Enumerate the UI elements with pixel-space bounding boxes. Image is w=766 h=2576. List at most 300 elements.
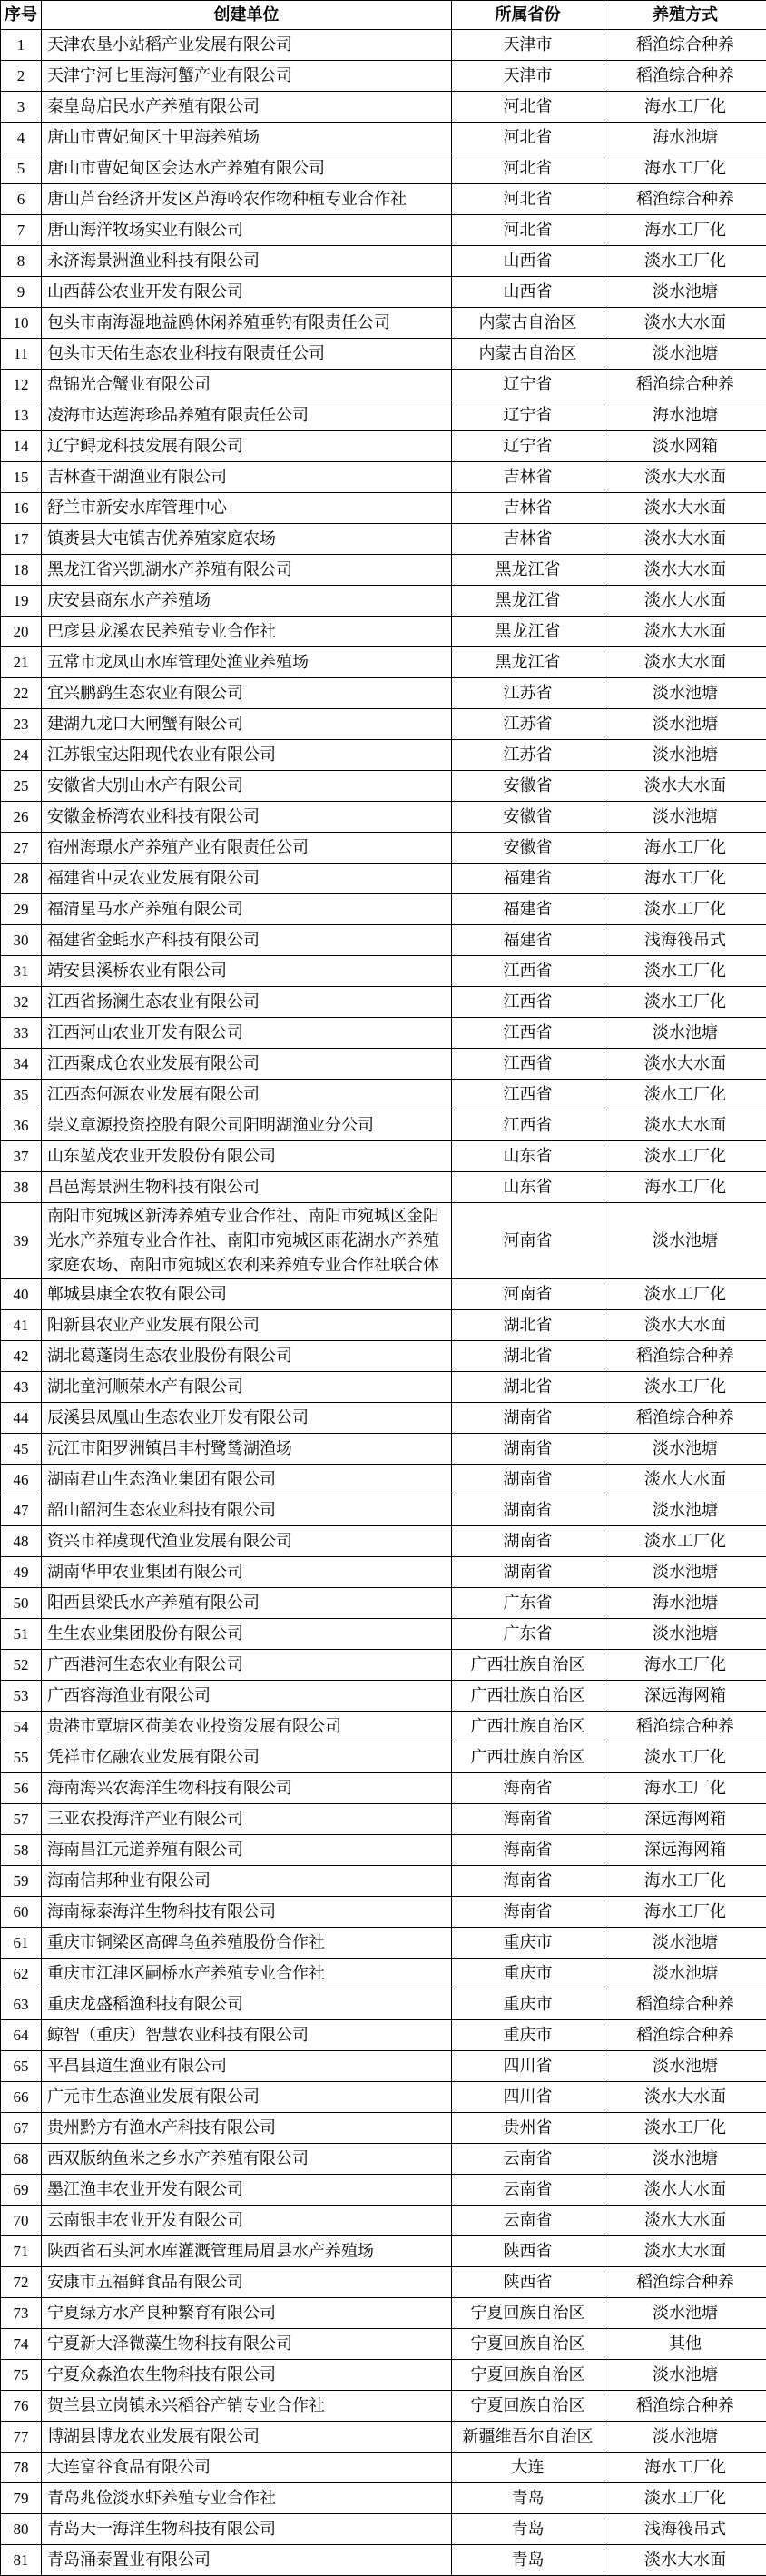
cell-province: 江西省 — [452, 956, 604, 987]
cell-province: 江西省 — [452, 1110, 604, 1141]
cell-province: 河北省 — [452, 92, 604, 123]
cell-method: 稻渔综合种养 — [604, 30, 766, 61]
cell-index: 8 — [1, 246, 42, 277]
cell-index: 2 — [1, 61, 42, 92]
cell-method: 淡水池塘 — [604, 277, 766, 308]
cell-unit: 五常市龙凤山水库管理处渔业养殖场 — [42, 647, 452, 678]
cell-index: 36 — [1, 1110, 42, 1141]
cell-index: 49 — [1, 1557, 42, 1588]
cell-unit: 郸城县康全农牧有限公司 — [42, 1279, 452, 1310]
cell-index: 45 — [1, 1434, 42, 1465]
table-row — [1, 1279, 766, 1310]
table-row — [1, 1650, 766, 1681]
cell-unit: 江苏银宝达阳现代农业有限公司 — [42, 740, 452, 771]
cell-index: 12 — [1, 370, 42, 400]
cell-province: 内蒙古自治区 — [452, 308, 604, 339]
table-row — [1, 864, 766, 894]
cell-unit: 贵港市覃塘区荷美农业投资发展有限公司 — [42, 1712, 452, 1742]
cell-index: 81 — [1, 2545, 42, 2576]
cell-province: 湖南省 — [452, 1495, 604, 1526]
table-row — [1, 1866, 766, 1897]
cell-method: 稻渔综合种养 — [604, 370, 766, 400]
cell-method: 淡水工厂化 — [604, 1141, 766, 1172]
cell-index: 28 — [1, 864, 42, 894]
table-row — [1, 1959, 766, 1989]
cell-unit: 建湖九龙口大闸蟹有限公司 — [42, 709, 452, 740]
cell-index: 32 — [1, 987, 42, 1018]
cell-unit: 湖北葛蓬岗生态农业股份有限公司 — [42, 1341, 452, 1372]
cell-method: 淡水工厂化 — [604, 1279, 766, 1310]
table-row — [1, 1773, 766, 1804]
cell-unit: 福建省金蚝水产科技有限公司 — [42, 925, 452, 956]
cell-index: 77 — [1, 2422, 42, 2453]
cell-unit: 安徽金桥湾农业科技有限公司 — [42, 802, 452, 833]
cell-province: 重庆市 — [452, 2020, 604, 2051]
cell-province: 宁夏回族自治区 — [452, 2329, 604, 2360]
cell-province: 河南省 — [452, 1203, 604, 1279]
table-row — [1, 1742, 766, 1773]
cell-unit: 庆安县商东水产养殖场 — [42, 586, 452, 617]
table-row — [1, 2051, 766, 2082]
cell-index: 13 — [1, 400, 42, 431]
cell-province: 海南省 — [452, 1897, 604, 1928]
table-row — [1, 1310, 766, 1341]
cell-unit: 宁夏众淼渔农生物科技有限公司 — [42, 2360, 452, 2391]
table-row — [1, 1403, 766, 1434]
cell-province: 贵州省 — [452, 2113, 604, 2144]
table-row — [1, 1619, 766, 1650]
cell-unit: 青岛涌泰置业有限公司 — [42, 2545, 452, 2576]
cell-index: 40 — [1, 1279, 42, 1310]
cell-method: 淡水池塘 — [604, 1619, 766, 1650]
table-row — [1, 2329, 766, 2360]
cell-method: 淡水池塘 — [604, 2360, 766, 2391]
cell-province: 福建省 — [452, 894, 604, 925]
cell-method: 淡水大水面 — [604, 586, 766, 617]
cell-province: 山东省 — [452, 1141, 604, 1172]
cell-unit: 资兴市祥虞现代渔业发展有限公司 — [42, 1526, 452, 1557]
cell-unit: 大连富谷食品有限公司 — [42, 2453, 452, 2483]
cell-method: 淡水池塘 — [604, 709, 766, 740]
cell-province: 河北省 — [452, 215, 604, 246]
cell-unit: 阳新县农业产业发展有限公司 — [42, 1310, 452, 1341]
table-row — [1, 1372, 766, 1403]
table-row — [1, 617, 766, 647]
cell-method: 淡水池塘 — [604, 2051, 766, 2082]
cell-province: 青岛 — [452, 2514, 604, 2545]
table-row — [1, 1141, 766, 1172]
cell-province: 江苏省 — [452, 709, 604, 740]
table-row — [1, 1681, 766, 1712]
cell-method: 浅海筏吊式 — [604, 925, 766, 956]
cell-index: 6 — [1, 184, 42, 215]
cell-province: 广西壮族自治区 — [452, 1650, 604, 1681]
cell-index: 26 — [1, 802, 42, 833]
cell-province: 湖北省 — [452, 1372, 604, 1403]
cell-province: 河南省 — [452, 1279, 604, 1310]
cell-index: 38 — [1, 1172, 42, 1203]
cell-province: 海南省 — [452, 1804, 604, 1835]
cell-province: 安徽省 — [452, 802, 604, 833]
cell-index: 34 — [1, 1049, 42, 1080]
cell-index: 30 — [1, 925, 42, 956]
cell-method: 淡水大水面 — [604, 555, 766, 586]
cell-index: 66 — [1, 2082, 42, 2113]
cell-index: 3 — [1, 92, 42, 123]
cell-method: 海水工厂化 — [604, 864, 766, 894]
table-row — [1, 1049, 766, 1080]
cell-province: 云南省 — [452, 2175, 604, 2206]
cell-index: 31 — [1, 956, 42, 987]
cell-unit: 湖南华甲农业集团有限公司 — [42, 1557, 452, 1588]
cell-index: 64 — [1, 2020, 42, 2051]
cell-province: 青岛 — [452, 2545, 604, 2576]
cell-unit: 广元市生态渔业发展有限公司 — [42, 2082, 452, 2113]
cell-method: 淡水池塘 — [604, 339, 766, 370]
cell-method: 海水工厂化 — [604, 153, 766, 184]
table-row — [1, 370, 766, 400]
cell-province: 黑龙江省 — [452, 555, 604, 586]
cell-method: 淡水池塘 — [604, 1434, 766, 1465]
cell-method: 淡水池塘 — [604, 1203, 766, 1279]
cell-unit: 重庆市江津区嗣桥水产养殖专业合作社 — [42, 1959, 452, 1989]
table-row — [1, 956, 766, 987]
cell-unit: 安徽省大别山水产有限公司 — [42, 771, 452, 802]
cell-province: 山西省 — [452, 277, 604, 308]
cell-index: 71 — [1, 2236, 42, 2267]
cell-method: 淡水大水面 — [604, 1110, 766, 1141]
cell-index: 11 — [1, 339, 42, 370]
cell-unit: 天津宁河七里海河蟹产业有限公司 — [42, 61, 452, 92]
table-row — [1, 123, 766, 153]
cell-index: 16 — [1, 493, 42, 524]
cell-index: 9 — [1, 277, 42, 308]
cell-unit: 山东堃茂农业开发股份有限公司 — [42, 1141, 452, 1172]
cell-unit: 靖安县溪桥农业有限公司 — [42, 956, 452, 987]
cell-province: 湖北省 — [452, 1341, 604, 1372]
cell-province: 重庆市 — [452, 1989, 604, 2020]
cell-province: 黑龙江省 — [452, 647, 604, 678]
cell-unit: 天津农垦小站稻产业发展有限公司 — [42, 30, 452, 61]
cell-province: 广西壮族自治区 — [452, 1681, 604, 1712]
cell-method: 淡水池塘 — [604, 2422, 766, 2453]
cell-unit: 广西港河生态农业有限公司 — [42, 1650, 452, 1681]
cell-index: 47 — [1, 1495, 42, 1526]
cell-method: 淡水工厂化 — [604, 987, 766, 1018]
cell-province: 四川省 — [452, 2051, 604, 2082]
cell-method: 海水工厂化 — [604, 833, 766, 864]
cell-province: 江苏省 — [452, 678, 604, 709]
table-row — [1, 1835, 766, 1866]
cell-index: 69 — [1, 2175, 42, 2206]
cell-province: 湖南省 — [452, 1526, 604, 1557]
cell-index: 62 — [1, 1959, 42, 1989]
cell-unit: 平昌县道生渔业有限公司 — [42, 2051, 452, 2082]
cell-index: 56 — [1, 1773, 42, 1804]
cell-method: 稻渔综合种养 — [604, 1403, 766, 1434]
cell-unit: 崇义章源投资控股有限公司阳明湖渔业分公司 — [42, 1110, 452, 1141]
cell-province: 吉林省 — [452, 462, 604, 493]
cell-province: 吉林省 — [452, 493, 604, 524]
table-row — [1, 1172, 766, 1203]
table-row — [1, 647, 766, 678]
cell-province: 山东省 — [452, 1172, 604, 1203]
table-row — [1, 1804, 766, 1835]
table-row — [1, 1495, 766, 1526]
cell-province: 河北省 — [452, 153, 604, 184]
cell-method: 海水池塘 — [604, 400, 766, 431]
cell-unit: 海南禄泰海洋生物科技有限公司 — [42, 1897, 452, 1928]
cell-province: 重庆市 — [452, 1928, 604, 1959]
column-header-method: 养殖方式 — [604, 1, 766, 30]
cell-method: 淡水工厂化 — [604, 1080, 766, 1110]
table-row — [1, 2453, 766, 2483]
cell-method: 稻渔综合种养 — [604, 1712, 766, 1742]
cell-index: 18 — [1, 555, 42, 586]
cell-unit: 镇赉县大屯镇吉优养殖家庭农场 — [42, 524, 452, 555]
cell-province: 新疆维吾尔自治区 — [452, 2422, 604, 2453]
cell-unit: 福建省中灵农业发展有限公司 — [42, 864, 452, 894]
cell-index: 51 — [1, 1619, 42, 1650]
cell-index: 25 — [1, 771, 42, 802]
cell-unit: 包头市南海湿地益鸥休闲养殖垂钓有限责任公司 — [42, 308, 452, 339]
cell-unit: 辽宁鲟龙科技发展有限公司 — [42, 431, 452, 462]
table-row — [1, 2020, 766, 2051]
cell-province: 湖北省 — [452, 1310, 604, 1341]
table-row — [1, 740, 766, 771]
cell-unit: 宁夏新大泽微藻生物科技有限公司 — [42, 2329, 452, 2360]
cell-index: 79 — [1, 2483, 42, 2514]
cell-index: 76 — [1, 2391, 42, 2422]
cell-unit: 黑龙江省兴凯湖水产养殖有限公司 — [42, 555, 452, 586]
cell-method: 淡水池塘 — [604, 1018, 766, 1049]
cell-province: 内蒙古自治区 — [452, 339, 604, 370]
cell-province: 青岛 — [452, 2483, 604, 2514]
table-row — [1, 2175, 766, 2206]
cell-method: 淡水大水面 — [604, 308, 766, 339]
cell-province: 大连 — [452, 2453, 604, 2483]
table-row — [1, 61, 766, 92]
cell-province: 天津市 — [452, 61, 604, 92]
cell-unit: 唐山市曹妃甸区十里海养殖场 — [42, 123, 452, 153]
cell-index: 14 — [1, 431, 42, 462]
table-row — [1, 925, 766, 956]
table-row — [1, 1434, 766, 1465]
cell-method: 稻渔综合种养 — [604, 61, 766, 92]
table-row — [1, 771, 766, 802]
table-row — [1, 308, 766, 339]
cell-province: 海南省 — [452, 1835, 604, 1866]
table-row — [1, 555, 766, 586]
cell-method: 深远海网箱 — [604, 1835, 766, 1866]
cell-index: 7 — [1, 215, 42, 246]
cell-province: 湖南省 — [452, 1557, 604, 1588]
cell-index: 67 — [1, 2113, 42, 2144]
cell-province: 云南省 — [452, 2206, 604, 2236]
cell-unit: 宿州海璟水产养殖产业有限责任公司 — [42, 833, 452, 864]
cell-unit: 秦皇岛启民水产养殖有限公司 — [42, 92, 452, 123]
cell-unit: 海南昌江元道养殖有限公司 — [42, 1835, 452, 1866]
cell-unit: 西双版纳鱼米之乡水产养殖有限公司 — [42, 2144, 452, 2175]
cell-unit: 唐山芦台经济开发区芦海岭农作物种植专业合作社 — [42, 184, 452, 215]
cell-method: 淡水池塘 — [604, 2298, 766, 2329]
table-row — [1, 462, 766, 493]
cell-method: 淡水大水面 — [604, 647, 766, 678]
cell-index: 4 — [1, 123, 42, 153]
cell-unit: 海南信邦种业有限公司 — [42, 1866, 452, 1897]
cell-method: 淡水大水面 — [604, 462, 766, 493]
table-row — [1, 2360, 766, 2391]
cell-method: 淡水工厂化 — [604, 1526, 766, 1557]
cell-method: 海水工厂化 — [604, 2453, 766, 2483]
cell-method: 淡水工厂化 — [604, 2483, 766, 2514]
cell-method: 淡水大水面 — [604, 493, 766, 524]
cell-method: 海水工厂化 — [604, 1866, 766, 1897]
table-row — [1, 586, 766, 617]
cell-unit: 宁夏绿方水产良种繁育有限公司 — [42, 2298, 452, 2329]
table-row — [1, 277, 766, 308]
table-row — [1, 30, 766, 61]
cell-province: 海南省 — [452, 1866, 604, 1897]
cell-index: 61 — [1, 1928, 42, 1959]
cell-unit: 福清星马水产养殖有限公司 — [42, 894, 452, 925]
table-row — [1, 1203, 766, 1279]
table-row — [1, 1080, 766, 1110]
table-row — [1, 1557, 766, 1588]
table-row — [1, 709, 766, 740]
cell-method: 海水池塘 — [604, 1588, 766, 1619]
cell-unit: 阳西县梁氏水产养殖有限公司 — [42, 1588, 452, 1619]
cell-method: 稻渔综合种养 — [604, 2267, 766, 2298]
table-row — [1, 802, 766, 833]
cell-index: 24 — [1, 740, 42, 771]
cell-province: 广东省 — [452, 1619, 604, 1650]
cell-index: 42 — [1, 1341, 42, 1372]
cell-index: 75 — [1, 2360, 42, 2391]
cell-province: 福建省 — [452, 864, 604, 894]
cell-index: 27 — [1, 833, 42, 864]
cell-index: 53 — [1, 1681, 42, 1712]
cell-unit: 广西容海渔业有限公司 — [42, 1681, 452, 1712]
cell-province: 宁夏回族自治区 — [452, 2360, 604, 2391]
cell-province: 四川省 — [452, 2082, 604, 2113]
cell-province: 河北省 — [452, 123, 604, 153]
table-row — [1, 92, 766, 123]
table-row — [1, 1018, 766, 1049]
cell-method: 淡水大水面 — [604, 2175, 766, 2206]
table-row — [1, 2144, 766, 2175]
cell-unit: 唐山市曹妃甸区会达水产养殖有限公司 — [42, 153, 452, 184]
cell-unit: 沅江市阳罗洲镇吕丰村鹭鸶湖渔场 — [42, 1434, 452, 1465]
cell-unit: 南阳市宛城区新涛养殖专业合作社、南阳市宛城区金阳光水产养殖专业合作社、南阳市宛城区雨花湖水产养殖家庭农场、南阳市宛城区农利来养殖专业合作社联合体 — [42, 1203, 452, 1279]
cell-unit: 舒兰市新安水库管理中心 — [42, 493, 452, 524]
cell-province: 福建省 — [452, 925, 604, 956]
table-row — [1, 1588, 766, 1619]
cell-index: 22 — [1, 678, 42, 709]
cell-method: 稻渔综合种养 — [604, 2391, 766, 2422]
cell-index: 54 — [1, 1712, 42, 1742]
cell-method: 淡水网箱 — [604, 431, 766, 462]
cell-index: 37 — [1, 1141, 42, 1172]
cell-province: 海南省 — [452, 1773, 604, 1804]
table-row — [1, 1526, 766, 1557]
cell-province: 云南省 — [452, 2144, 604, 2175]
cell-method: 海水工厂化 — [604, 215, 766, 246]
cell-province: 江西省 — [452, 1018, 604, 1049]
cell-method: 淡水大水面 — [604, 2206, 766, 2236]
cell-index: 43 — [1, 1372, 42, 1403]
table-row — [1, 987, 766, 1018]
cell-method: 稻渔综合种养 — [604, 184, 766, 215]
cell-province: 辽宁省 — [452, 400, 604, 431]
cell-unit: 贵州黔方有渔水产科技有限公司 — [42, 2113, 452, 2144]
cell-unit: 山西薛公农业开发有限公司 — [42, 277, 452, 308]
cell-province: 广西壮族自治区 — [452, 1742, 604, 1773]
cell-method: 海水池塘 — [604, 123, 766, 153]
table-row — [1, 2298, 766, 2329]
cell-method: 淡水大水面 — [604, 1049, 766, 1080]
cell-index: 41 — [1, 1310, 42, 1341]
cell-province: 陕西省 — [452, 2267, 604, 2298]
cell-method: 深远海网箱 — [604, 1804, 766, 1835]
cell-unit: 陕西省石头河水库灌溉管理局眉县水产养殖场 — [42, 2236, 452, 2267]
table-row — [1, 246, 766, 277]
cell-unit: 贺兰县立岗镇永兴稻谷产销专业合作社 — [42, 2391, 452, 2422]
table-row — [1, 2422, 766, 2453]
cell-province: 陕西省 — [452, 2236, 604, 2267]
cell-province: 山西省 — [452, 246, 604, 277]
cell-method: 其他 — [604, 2329, 766, 2360]
table-row — [1, 2113, 766, 2144]
cell-method: 淡水工厂化 — [604, 1742, 766, 1773]
cell-method: 淡水大水面 — [604, 2082, 766, 2113]
cell-method: 海水工厂化 — [604, 92, 766, 123]
cell-index: 1 — [1, 30, 42, 61]
cell-province: 湖南省 — [452, 1434, 604, 1465]
cell-method: 淡水池塘 — [604, 1959, 766, 1989]
cell-method: 淡水池塘 — [604, 802, 766, 833]
cell-index: 57 — [1, 1804, 42, 1835]
table-row — [1, 2082, 766, 2113]
cell-unit: 辰溪县凤凰山生态农业开发有限公司 — [42, 1403, 452, 1434]
cell-province: 江西省 — [452, 987, 604, 1018]
table-row — [1, 833, 766, 864]
cell-index: 59 — [1, 1866, 42, 1897]
cell-method: 淡水工厂化 — [604, 956, 766, 987]
cell-method: 稻渔综合种养 — [604, 1989, 766, 2020]
cell-index: 58 — [1, 1835, 42, 1866]
cell-unit: 包头市天佑生态农业科技有限责任公司 — [42, 339, 452, 370]
cell-method: 淡水大水面 — [604, 2236, 766, 2267]
table-row — [1, 2236, 766, 2267]
table-row — [1, 2267, 766, 2298]
cell-index: 46 — [1, 1465, 42, 1495]
cell-unit: 凭祥市亿融农业发展有限公司 — [42, 1742, 452, 1773]
table-row — [1, 894, 766, 925]
cell-province: 天津市 — [452, 30, 604, 61]
cell-method: 淡水大水面 — [604, 1465, 766, 1495]
table-row — [1, 184, 766, 215]
cell-index: 65 — [1, 2051, 42, 2082]
cell-method: 淡水大水面 — [604, 771, 766, 802]
table-row — [1, 1928, 766, 1959]
table-row — [1, 1989, 766, 2020]
cell-method: 淡水池塘 — [604, 1495, 766, 1526]
cell-method: 海水工厂化 — [604, 1773, 766, 1804]
cell-unit: 海南海兴农海洋生物科技有限公司 — [42, 1773, 452, 1804]
cell-unit: 盘锦光合蟹业有限公司 — [42, 370, 452, 400]
cell-unit: 安康市五福鲜食品有限公司 — [42, 2267, 452, 2298]
